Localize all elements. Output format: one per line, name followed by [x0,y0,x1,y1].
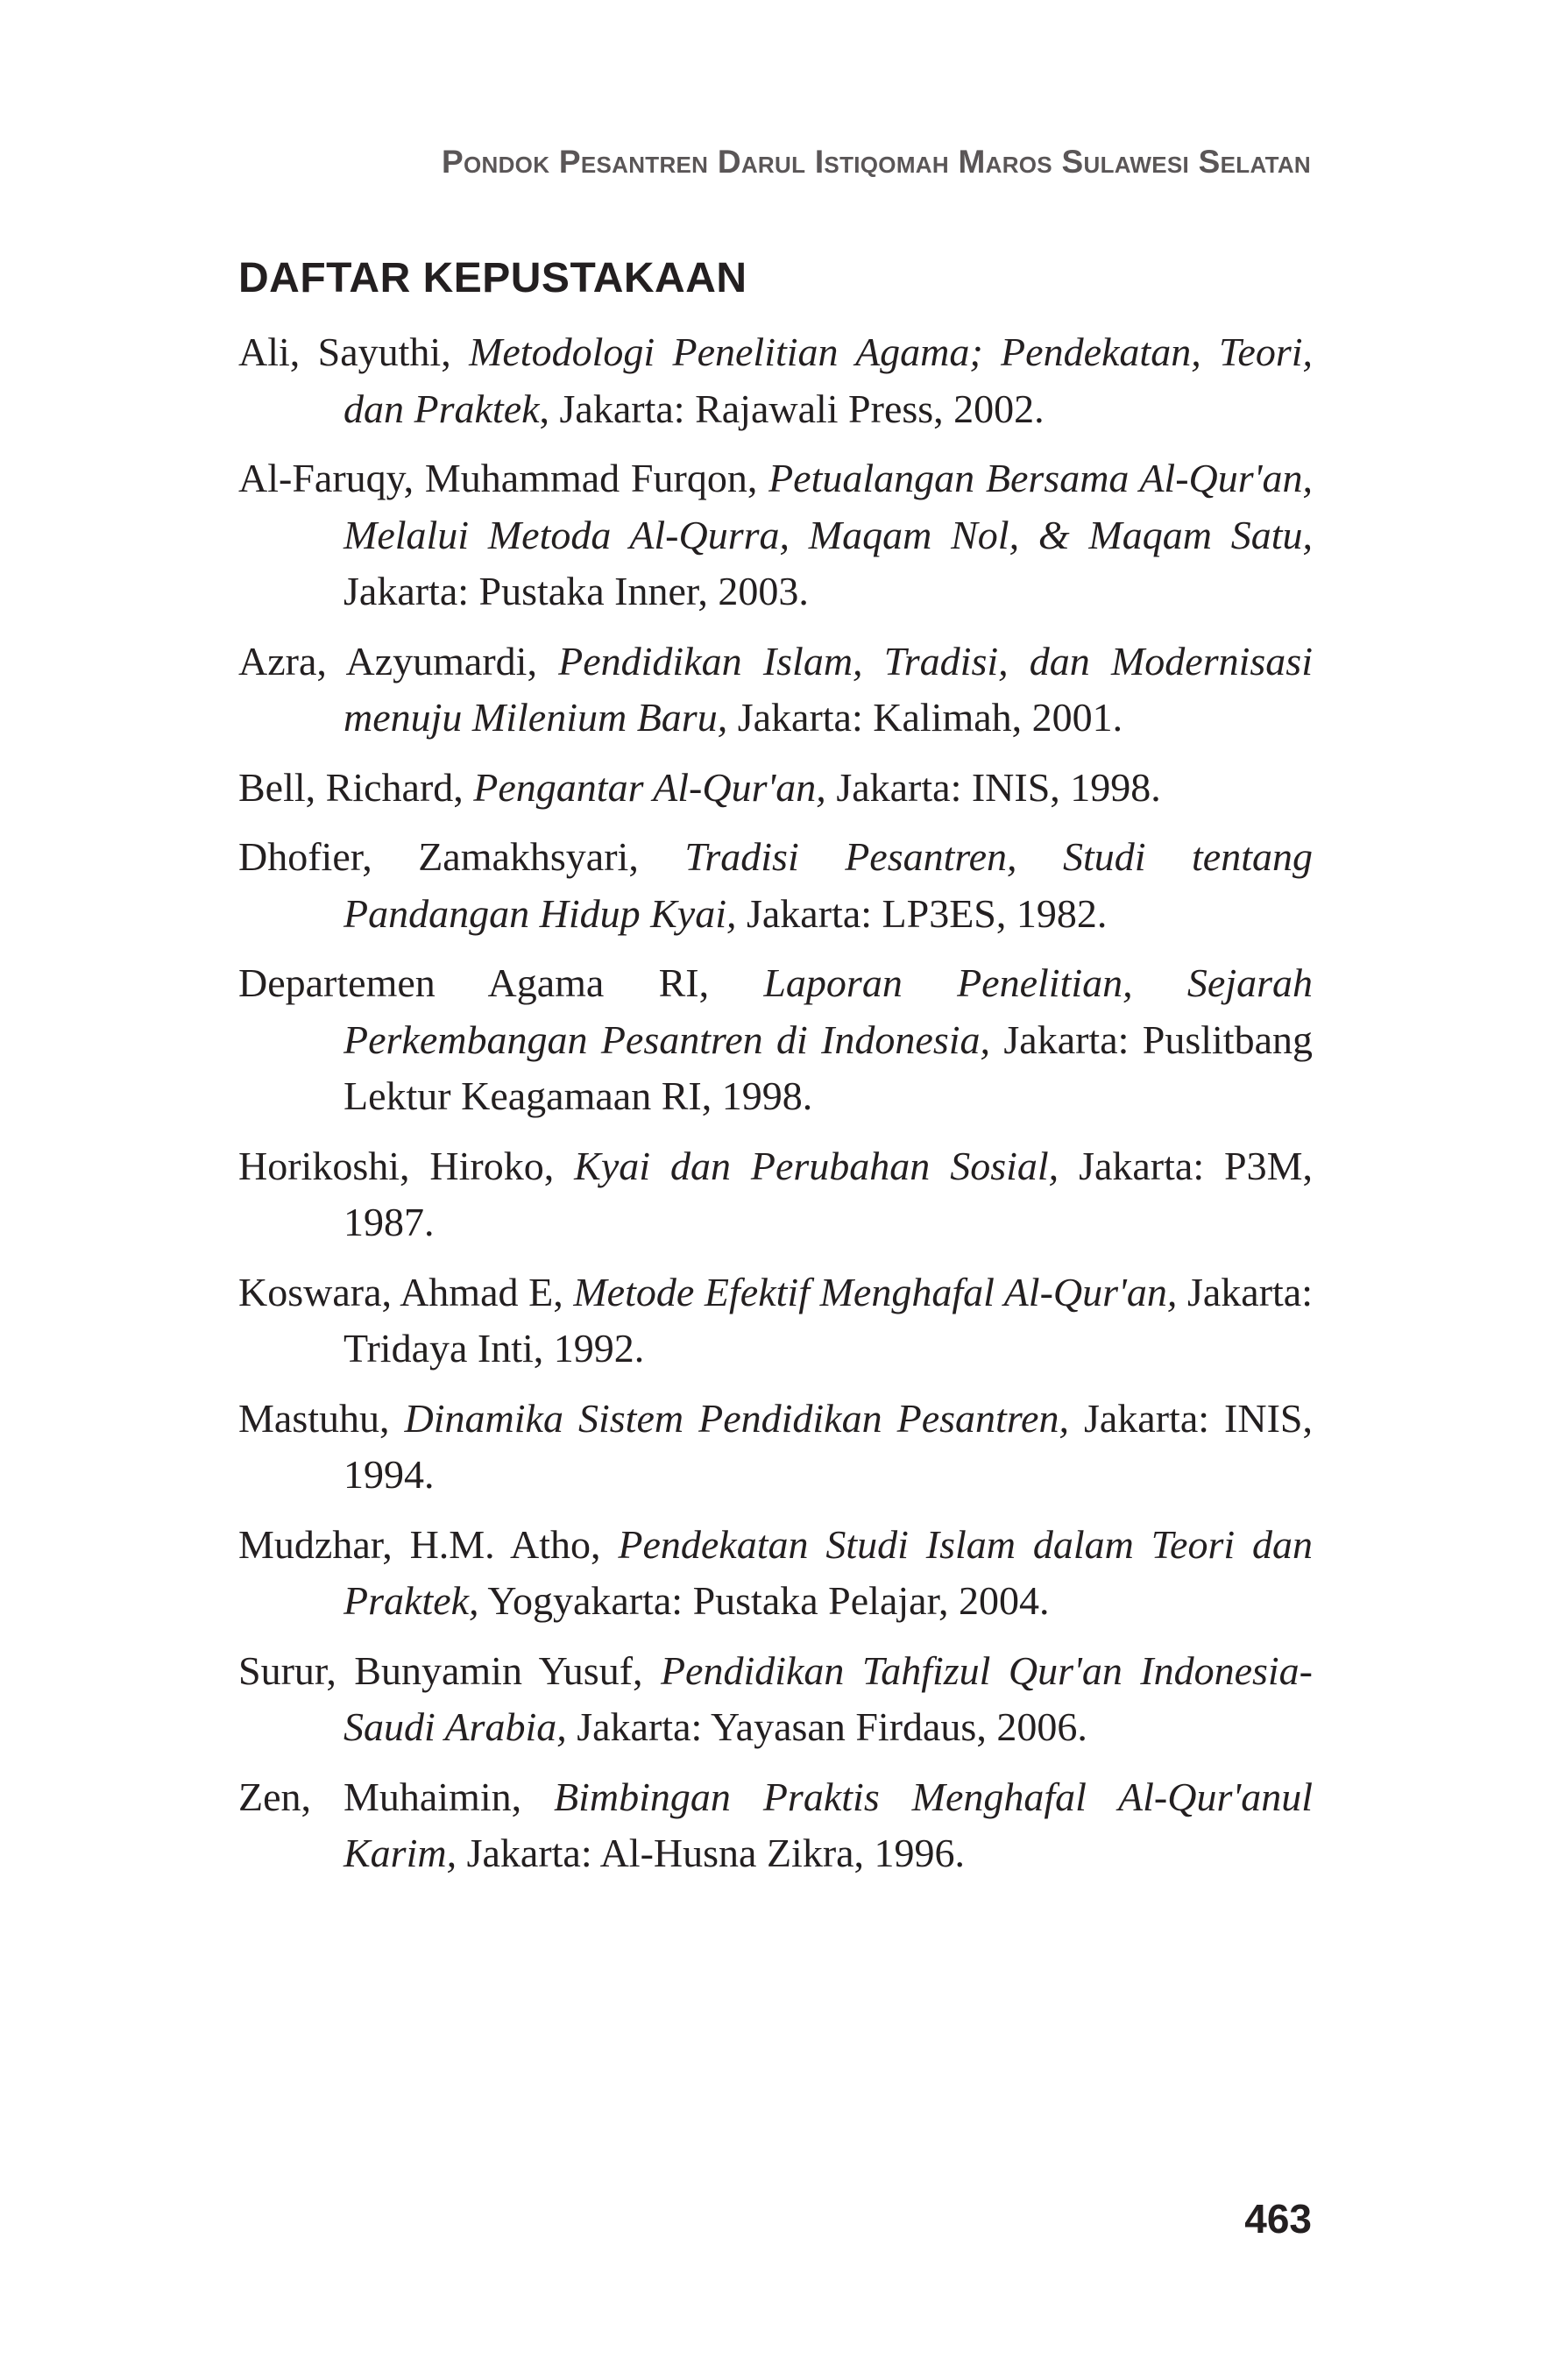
entry-title: Pendidikan Islam, Tradisi, dan Modernisasi menuju Milenium Baru, [343,638,1313,740]
entry-publication: Jakarta: Puslitbang Lektur Keagamaan RI, 1998. [343,1016,1313,1118]
bibliography-entry [238,760,1313,817]
entry-title: Laporan Penelitian, Sejarah Perkembangan Pesantren di Indonesia, [343,960,1313,1062]
bibliography-entry [238,1517,1313,1630]
entry-author: Dhofier, Zamakhsyari, [238,834,685,879]
entry-publication: Jakarta: P3M, 1987. [343,1143,1313,1244]
bibliography-entry [238,1138,1313,1251]
entry-author: Mudzhar, H.M. Atho, [238,1521,619,1567]
entry-title: Dinamika Sistem Pendidikan Pesantren, [404,1395,1069,1441]
bibliography-entry [238,324,1313,437]
entry-publication: Jakarta: Al-Husna Zikra, 1996. [457,1831,966,1875]
entry-title: Metodologi Penelitian Agama; Pendekatan, Teori, dan Praktek [343,329,1314,431]
bibliography-entry [238,450,1313,620]
bibliography-entry [238,829,1313,942]
entry-author: Ali, Sayuthi, [238,329,470,374]
entry-publication: Jakarta: Yayasan Firdaus, 2006. [566,1704,1087,1749]
entry-title: Pengantar Al-Qur'an, [473,764,826,810]
entry-author: Bell, Richard, [238,764,474,810]
entry-author: Mastuhu, [238,1395,405,1441]
entry-title: Petualangan Bersama Al-Qur'an, Melalui Metoda Al-Qurra, Maqam Nol, & Maqam Satu, [343,456,1313,557]
running-header: Pondok Pesantren Darul Istiqomah Maros Sulawesi Selatan [442,144,1311,180]
bibliography-entry [238,955,1313,1125]
entry-title: Bimbingan Praktis Menghafal Al-Qur'anul Karim, [343,1774,1313,1875]
page-number: 463 [1244,2196,1312,2242]
entry-author: Zen, Muhaimin, [238,1774,555,1819]
entry-title: Tradisi Pesantren, Studi tentang Pandangan Hidup Kyai, [343,834,1314,936]
bibliography-entry [238,1391,1313,1504]
entry-author: Al-Faruqy, Muhammad Furqon, [238,456,769,500]
bibliography-entry [238,1643,1313,1756]
bibliography-list [238,324,1313,1895]
entry-publication: Jakarta: Pustaka Inner, 2003. [343,569,809,613]
entry-publication: Jakarta: INIS, 1998. [825,764,1161,810]
entry-title: Pendidikan Tahfizul Qur'an Indonesia-Saudi Arabia, [343,1647,1313,1749]
bibliography-entry [238,634,1313,747]
entry-title: Kyai dan Perubahan Sosial, [574,1143,1059,1188]
entry-author: Koswara, Ahmad E, [238,1269,574,1314]
entry-publication: Jakarta: Kalimah, 2001. [727,695,1123,740]
section-title: DAFTAR KEPUSTAKAAN [238,255,747,301]
entry-author: Horikoshi, Hiroko, [238,1143,575,1188]
entry-publication: Yogyakarta: Pustaka Pelajar, 2004. [478,1578,1050,1623]
bibliography-entry [238,1264,1313,1378]
entry-title: Metode Efektif Menghafal Al-Qur'an, [573,1269,1178,1314]
bibliography-entry [238,1769,1313,1882]
entry-title: Pendekatan Studi Islam dalam Teori dan Praktek, [343,1521,1313,1623]
entry-author: Surur, Bunyamin Yusuf, [238,1647,661,1693]
entry-publication: Jakarta: INIS, 1994. [343,1395,1313,1497]
entry-publication: Jakarta: Tridaya Inti, 1992. [343,1269,1313,1371]
entry-author: Azra, Azyumardi, [238,638,559,684]
entry-publication: , Jakarta: Rajawali Press, 2002. [539,386,1045,431]
entry-publication: Jakarta: LP3ES, 1982. [736,890,1108,936]
entry-author: Departemen Agama RI, [238,960,764,1005]
